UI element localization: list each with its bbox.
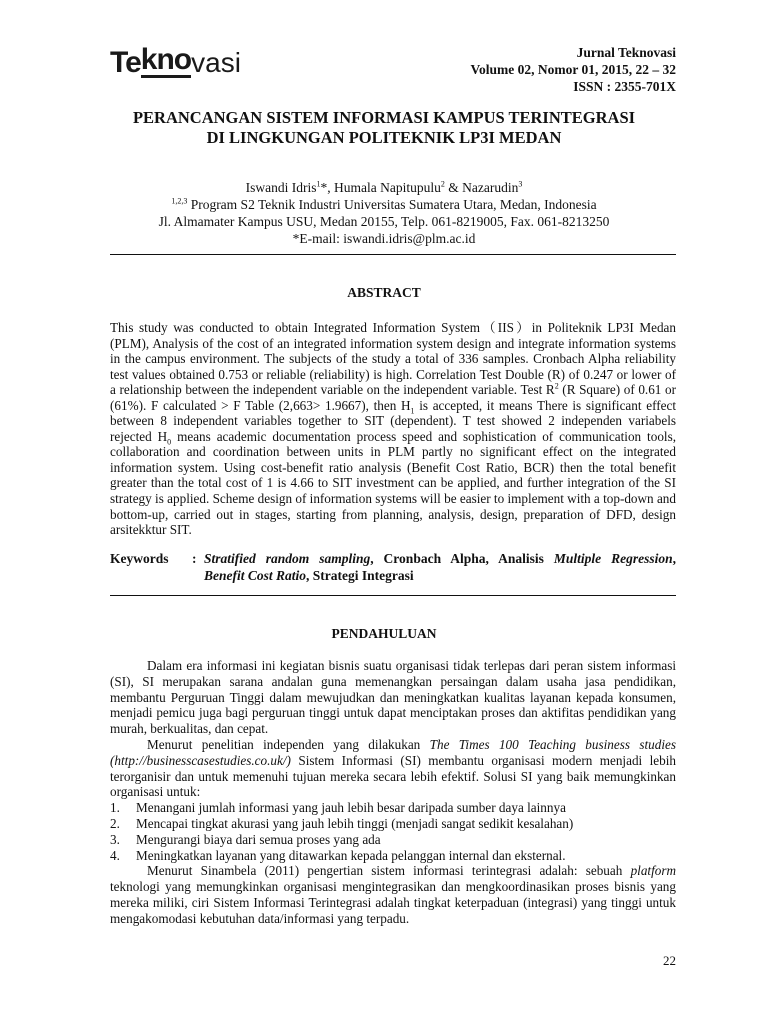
corresponding-mark: *, [320,180,334,195]
list-number: 3. [110,831,120,847]
keyword-cronbach: , Cronbach Alpha, Analisis [370,551,554,566]
list-item [110,800,676,816]
email: *E-mail: iswandi.idris@plm.ac.id [292,231,476,246]
paragraph-3-platform: platform [630,863,676,879]
list-text: Meningkatkan layanan yang ditawarkan kepada pelanggan internal dan eksternal. [136,847,566,863]
author-2-sup: 2 [440,179,445,189]
author-block [100,179,668,247]
list-number: 4. [110,847,120,863]
abstract-part-3: is accepted, it means There is significant effect between 8 independent variables together to SIT (dependent). T test showed 2 independen variabels rejected H [110,397,676,444]
list-item [110,816,676,832]
abstract-part-4: means academic documentation process speed and sophistication of communication tools, collaboration and coordination between units in PLM partly no significant effect on the integrated information system. Using cost-benefit ratio analysis (Benefit Cost Ratio, BCR) then the total benefit greater than the total cost of 1 is 4.66 to SIT investment can be applied, and further integration of the SI strategy is applied. Scheme design of information systems will be easier to implement with a top-down and bottom-up, carried out in stages, starting from planning, analysis, design, preparation of DFD, design arsitekktur SIT. [110,428,677,538]
address: Jl. Almamater Kampus USU, Medan 20155, Telp. 061-8219005, Fax. 061-8213250 [158,214,610,229]
list-item [110,848,676,864]
keyword-strategi: , Strategi Integrasi [306,568,414,583]
pendahuluan-heading: PENDAHULUAN [331,626,437,641]
author-3-sup: 3 [518,179,523,189]
title-line-2: DI LINGKUNGAN POLITEKNIK LP3I MEDAN [206,128,562,147]
logo-part-te: Te [110,46,141,79]
journal-issn: ISSN : 2355-701X [573,79,676,94]
keywords-row [110,550,676,584]
list-number: 1. [110,800,120,816]
page-number: 22 [663,953,676,968]
pendahuluan-body [110,658,676,927]
paragraph-3 [110,863,676,926]
keyword-bcr: Benefit Cost Ratio [204,568,307,583]
author-1: Iswandi Idris [245,180,317,195]
author-1-sup: 1 [316,179,321,189]
paragraph-2 [110,737,676,800]
keywords-line-1 [204,550,676,567]
keywords-colon: : [192,551,197,566]
ampersand: & [444,180,463,195]
author-2: Humala Napitupulu [334,180,441,195]
logo-part-kno: kno [140,43,192,76]
paragraph-3-part-a: Menurut Sinambela (2011) pengertian sistem informasi terintegrasi adalah: sebuah [147,863,631,879]
list-item [110,832,676,848]
paragraph-2-part-a: Menurut penelitian independen yang dilakukan [147,736,430,752]
author-3: Nazarudin [462,180,519,195]
logo-part-vasi: vasi [191,47,241,78]
keywords-list [204,550,676,584]
h1-sub: 1 [410,406,415,416]
paragraph-2-citation: The Times 100 Teaching business studies (http://businesscasestudies.co.uk/) [110,736,676,768]
keywords [110,550,676,584]
paragraph-2-part-c: Sistem Informasi (SI) membantu organisasi modern menjadi lebih terorganisir dan untuk memenuhi tujuan mereka secara lebih efektif. Solusi SI yang baik memungkinkan organisasi untuk: [110,752,676,800]
paragraph-1: Dalam era informasi ini kegiatan bisnis suatu organisasi tidak terlepas dari peran sistem informasi (SI), SI merupakan sarana andalan guna memenangkan persaingan dalam usaha jasa pendidikan, membantu Perguruan Tinggi dalam mewujudkan dan meningkatkan kualitas layanan kepada konsumen, menjadi pemicu juga bagi perguruan tinggi untuk dapat menciptakan proses dan aktifitas pendidikan yang murah, berkualitas, dan cepat. [110,658,676,737]
paper-title [100,108,668,148]
keyword-comma: , [672,551,677,566]
journal-info [471,44,677,95]
author-names [100,179,668,196]
journal-volume: Volume 02, Nomor 01, 2015, 22 – 32 [470,62,676,77]
abstract-heading: ABSTRACT [347,285,421,300]
journal-logo [110,44,241,78]
list-text: Menangani jumlah informasi yang jauh lebih besar daripada sumber daya lainnya [136,800,566,816]
affiliation-sup: 1,2,3 [171,196,188,206]
list-text: Mencapai tingkat akurasi yang jauh lebih tinggi (menjadi sangat sedikit kesalahan) [136,815,574,831]
keyword-multiple-regression: Multiple Regression [553,551,673,566]
affiliation-text: Program S2 Teknik Industri Universitas Sumatera Utara, Medan, Indonesia [187,197,597,212]
divider-bottom [110,595,676,596]
title-line-1: PERANCANGAN SISTEM INFORMASI KAMPUS TERINTEGRASI [132,108,636,127]
list-number: 2. [110,815,120,831]
r-squared-sup: 2 [554,381,559,391]
list-text: Mengurangi biaya dari semua proses yang ada [136,831,381,847]
benefit-list [110,800,676,863]
abstract-part-1: This study was conducted to obtain Integrated Information System（IIS）in Politeknik LP3I Medan (PLM), Analysis of the cost of an integrated information system design and integrate information systems in the campus environment. The subjects of the study a total of 336 samples. Cronbach Alpha reliability test values obtained 0.753 or reliable (reliability) is high. Correlation Test Double (R) of 0.247 or lower of a relationship between the independent variable on the independent variable. Test R [110,320,676,398]
journal-name: Jurnal Teknovasi [576,45,676,60]
divider-top [110,254,676,255]
abstract-text [110,320,676,538]
keyword-stratified: Stratified random sampling [204,551,371,566]
keywords-line-2 [204,567,676,584]
abstract-part-2: (R Square) of 0.61 or (61%). F calculated > F Table (2,663> 1.9667), then H [110,382,677,413]
keywords-label: Keywords [110,551,169,566]
h0-sub: 0 [167,437,172,447]
paragraph-3-part-c: teknologi yang memungkinkan organisasi mengintegrasikan dan mengkoordinasikan proses bisnis yang mereka miliki, ciri Sistem Informasi Terintegrasi adalah tingkat keterpaduan (integrasi) yang tinggi untuk mengakomodasi kebutuhan data/informasi yang terpadu. [110,879,676,926]
affiliation [100,196,668,213]
